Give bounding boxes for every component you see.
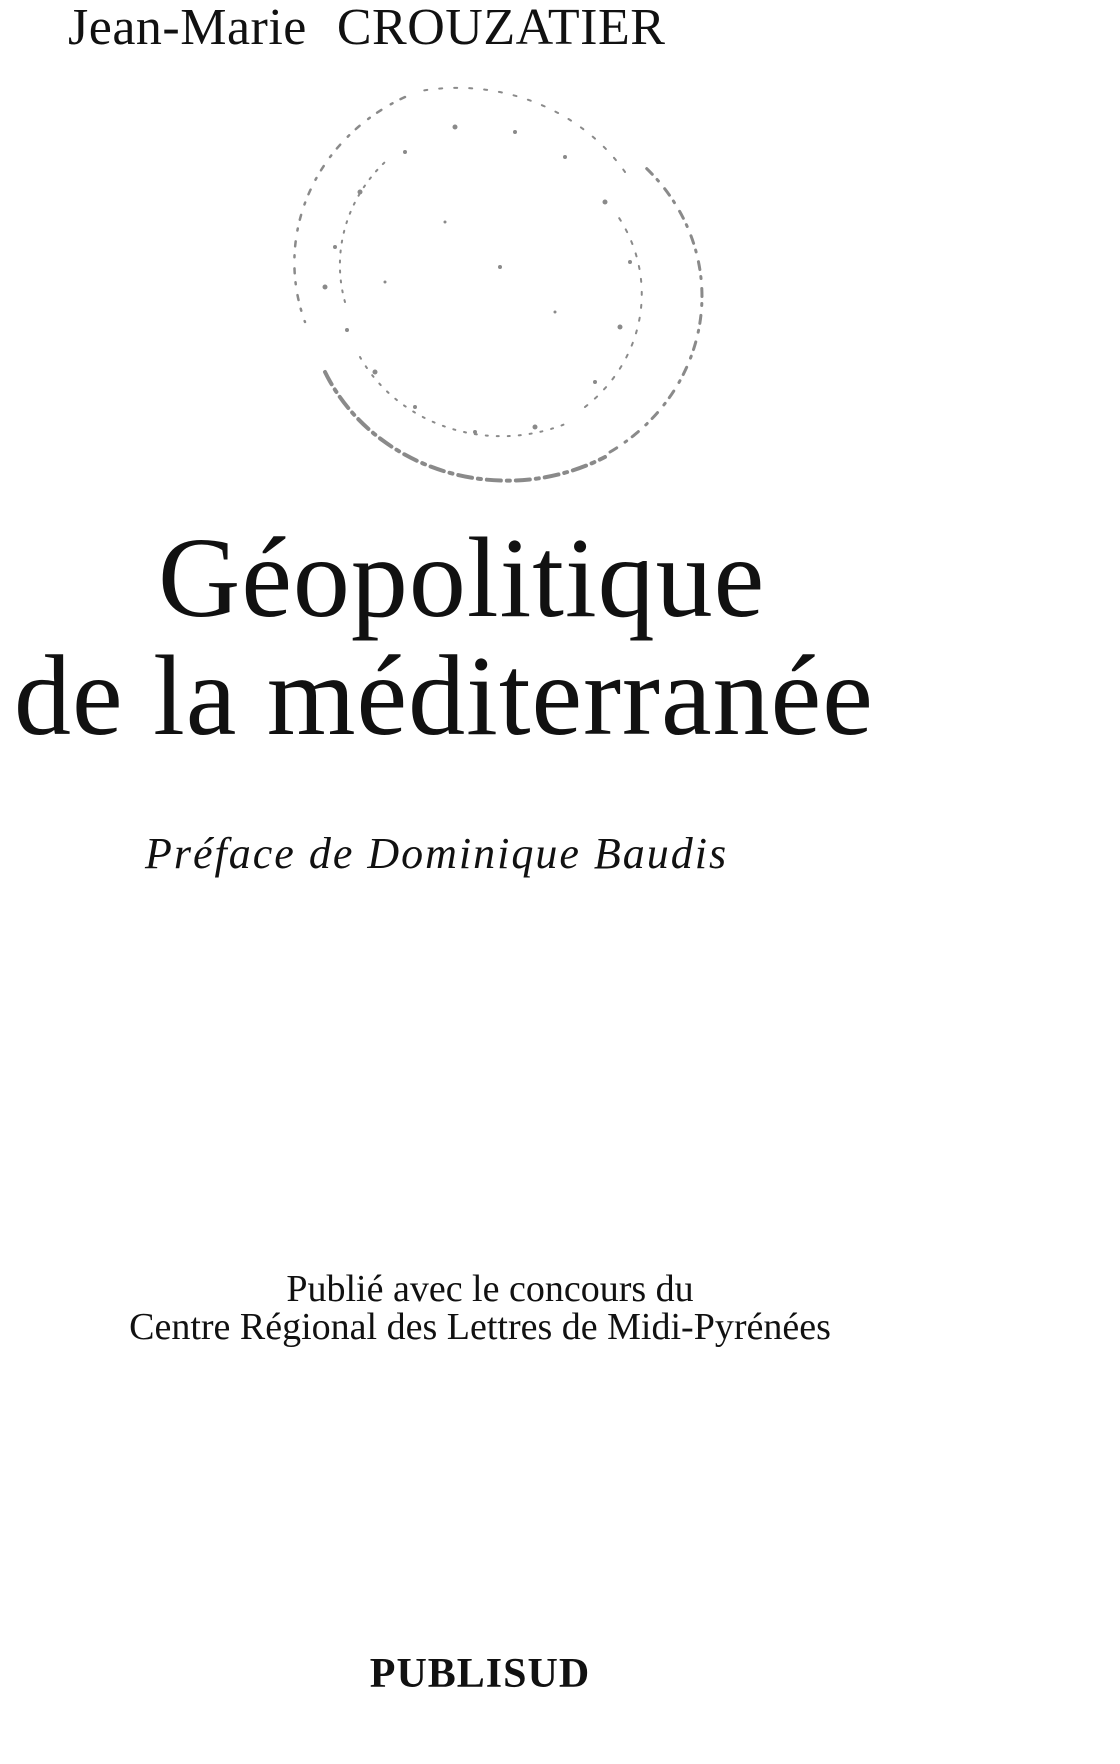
publisher-name: PUBLISUD [369,1651,591,1697]
publication-support-credit [0,1270,960,1346]
credit-line-1: Publié avec le concours du [286,1268,694,1310]
book-title-line-1: Géopolitique [158,514,766,641]
author-first-name: Jean-Marie [68,0,307,56]
book-title-line-2: de la méditerranée [14,632,874,759]
author-name [68,2,665,54]
credit-line-2: Centre Régional des Lettres de Midi-Pyrénées [129,1306,831,1348]
preface-credit: Préface de Dominique Baudis [145,829,729,878]
author-last-name: CROUZATIER [336,0,666,56]
library-stamp-icon [265,72,735,512]
